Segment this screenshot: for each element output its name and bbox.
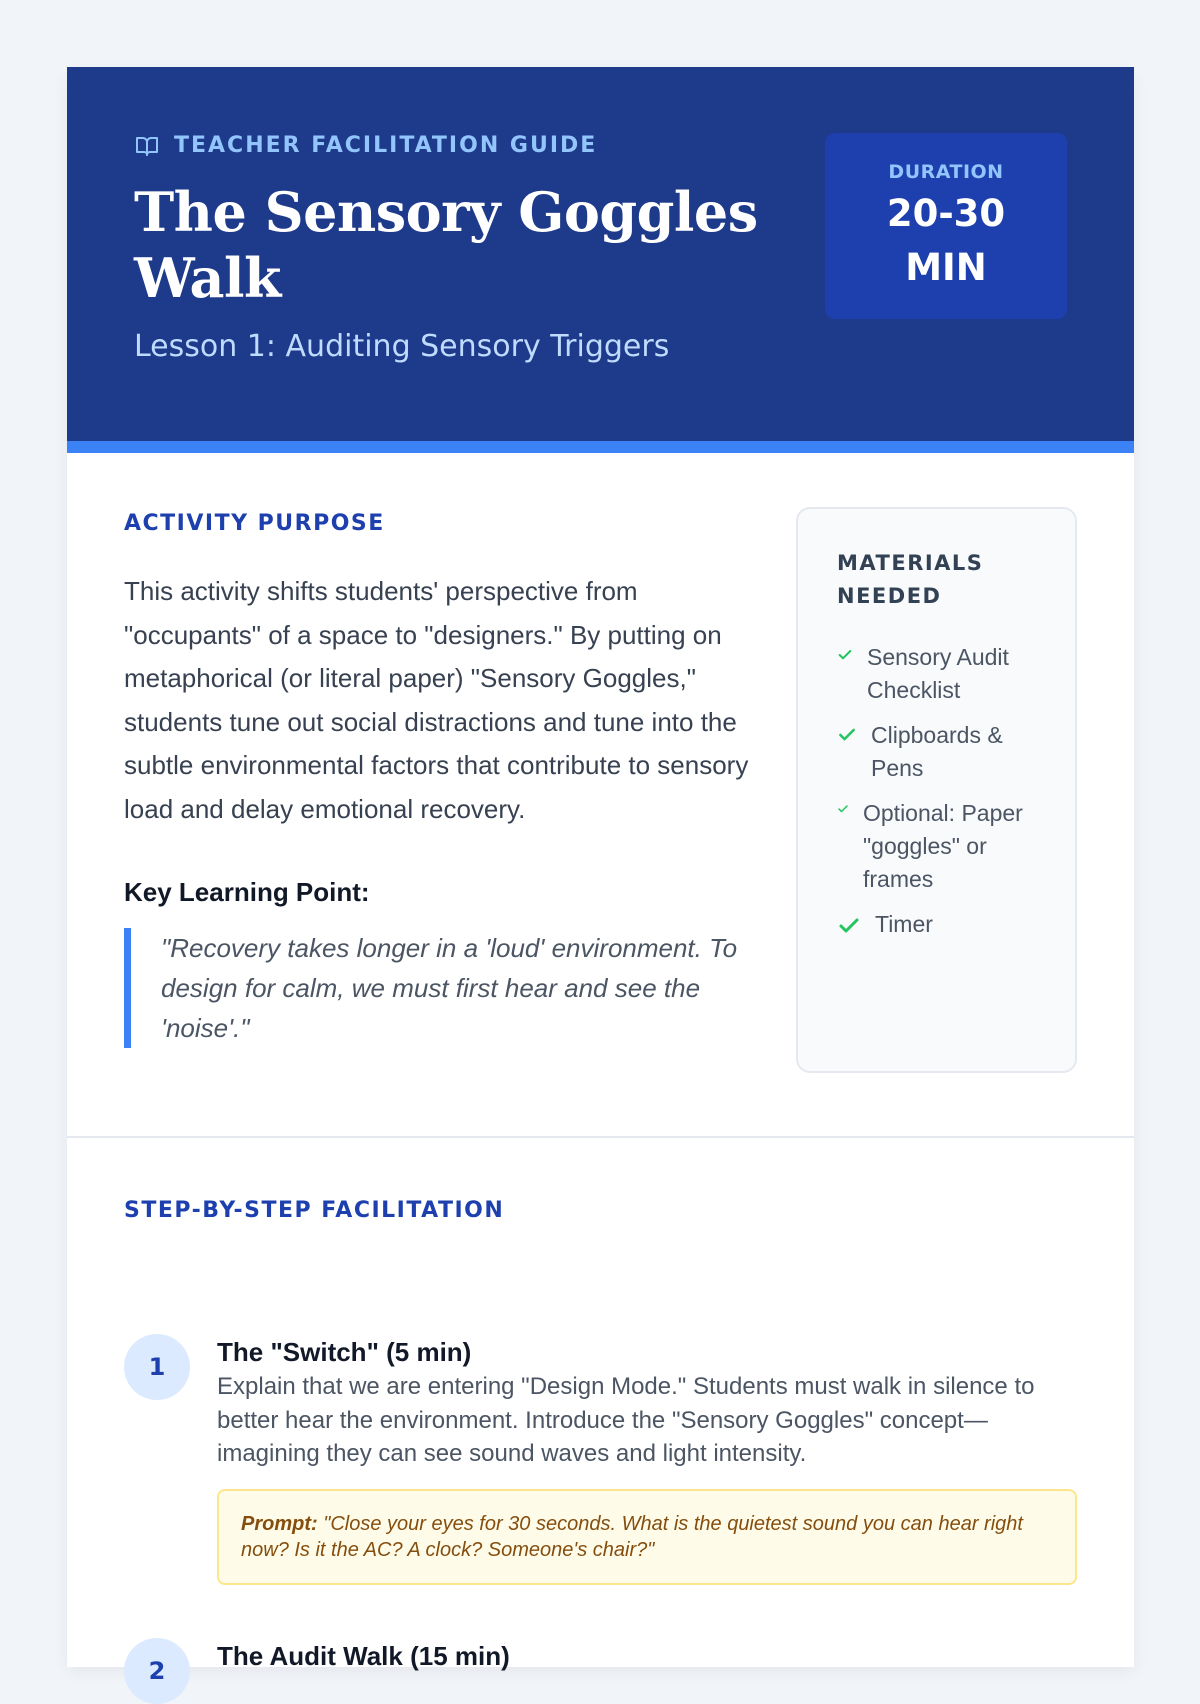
duration-value: 20-30 MIN — [886, 192, 1006, 289]
material-label: Sensory Audit Checklist — [867, 644, 1009, 703]
list-item — [837, 908, 1055, 941]
eyebrow-label: TEACHER FACILITATION GUIDE — [174, 133, 598, 158]
step-body — [217, 1334, 1077, 1585]
key-point-quote: "Recovery takes longer in a 'loud' environment. To design for calm, we must first hear and see the 'noise'." — [124, 928, 754, 1048]
guide-eyebrow — [134, 133, 597, 158]
prompt-label: Prompt: — [241, 1512, 318, 1535]
materials-heading: MATERIALS NEEDED — [837, 551, 984, 608]
page-subtitle: Lesson 1: Auditing Sensory Triggers — [134, 329, 670, 364]
purpose-heading: ACTIVITY PURPOSE — [124, 511, 385, 536]
step-title: The "Switch" (5 min) — [217, 1337, 472, 1367]
key-point-label: Key Learning Point: — [124, 877, 370, 907]
duration-badge — [825, 133, 1067, 319]
material-label: Clipboards & Pens — [871, 722, 1003, 781]
duration-label: DURATION — [888, 161, 1004, 183]
overview-section — [67, 453, 1134, 1138]
step-number: 1 — [124, 1334, 190, 1400]
prompt-callout — [217, 1489, 1077, 1585]
check-icon — [837, 725, 857, 745]
list-item — [837, 797, 1055, 896]
step-number: 2 — [124, 1638, 190, 1704]
page-title: The Sensory Goggles Walk — [134, 180, 758, 310]
material-label: Optional: Paper "goggles" or frames — [863, 800, 1023, 892]
steps-heading: STEP-BY-STEP FACILITATION — [124, 1198, 505, 1223]
step-body — [217, 1638, 1077, 1674]
check-icon — [837, 647, 853, 663]
materials-panel — [796, 507, 1077, 1073]
book-open-icon — [134, 134, 160, 158]
check-icon — [837, 803, 849, 815]
facilitation-steps — [67, 1138, 1134, 1685]
activity-purpose — [124, 511, 754, 1048]
check-icon — [837, 914, 861, 938]
steps-heading-wrap — [124, 1198, 504, 1223]
guide-header — [67, 67, 1134, 453]
materials-list — [837, 641, 1055, 941]
step-text: Explain that we are entering "Design Mode." Students must walk in silence to better hear the environment. Introduce the "Sensory Goggles" concept—imagining they can see sound waves and light intensity. — [217, 1373, 1035, 1467]
step-title: The Audit Walk (15 min) — [217, 1641, 510, 1671]
list-item — [837, 641, 1055, 707]
material-label: Timer — [875, 911, 933, 937]
list-item — [837, 719, 1055, 785]
prompt-text: "Close your eyes for 30 seconds. What is the quietest sound you can hear right now? Is it the AC? A clock? Someone's chair?" — [241, 1512, 1023, 1561]
guide-card — [67, 67, 1134, 1685]
purpose-text: This activity shifts students' perspective from "occupants" of a space to "designers." By putting on metaphorical (or literal paper) "Sensory Goggles," students tune out social distractions and tune into the subtle environmental factors that contribute to sensory load and delay emotional recovery. — [124, 576, 749, 824]
